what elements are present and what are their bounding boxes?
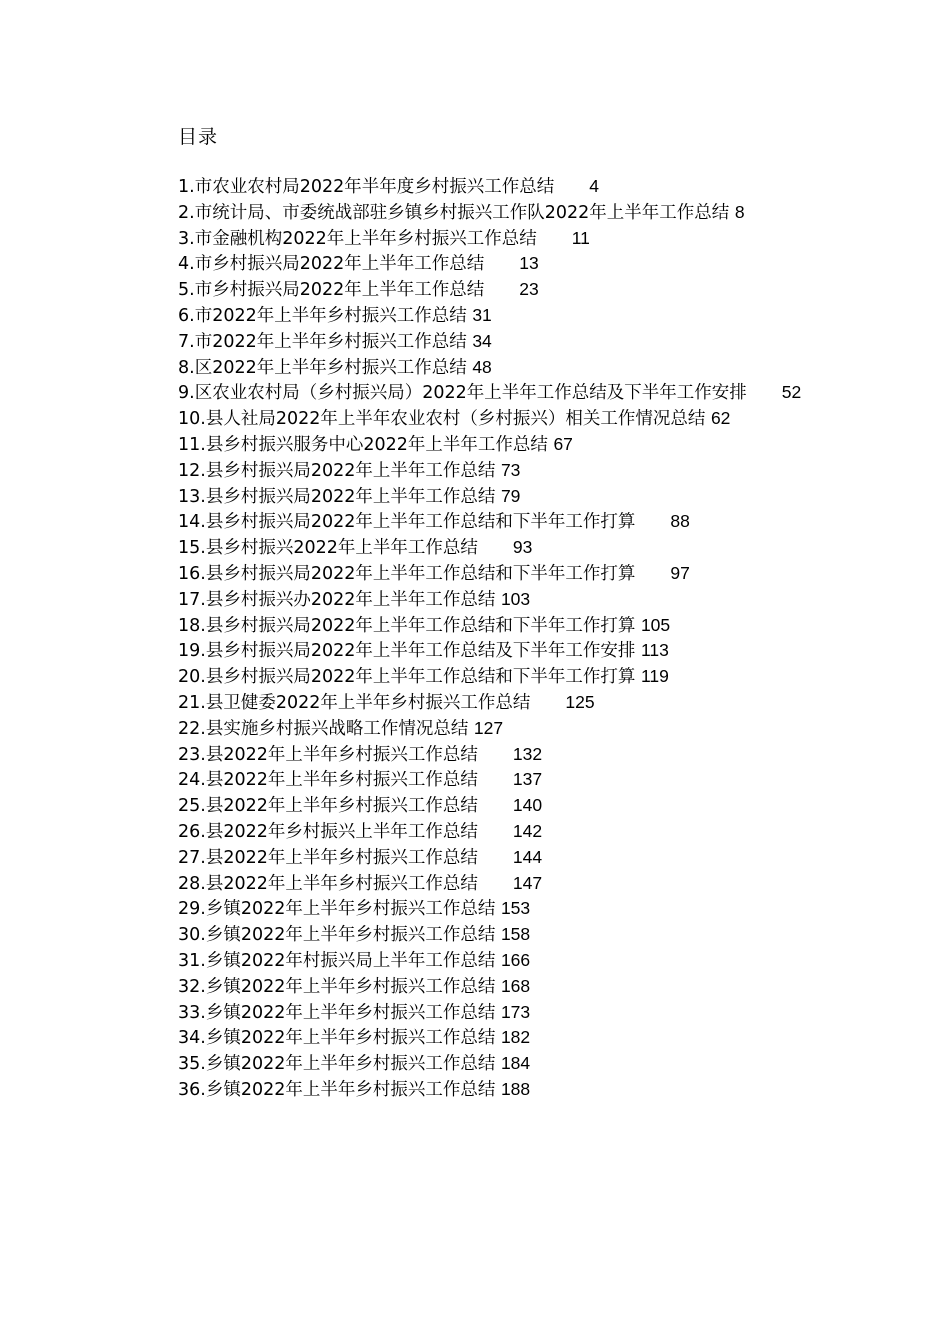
toc-entry[interactable] — [144, 587, 808, 613]
toc-entry-title: 9.区农业农村局（乡村振兴局）2022年上半年工作总结及下半年工作安排 — [178, 383, 747, 404]
toc-entry-title: 19.县乡村振兴局2022年上半年工作总结及下半年工作安排 — [178, 641, 636, 662]
toc-entry-page-number: 93 — [512, 537, 533, 558]
toc-entry-title: 15.县乡村振兴2022年上半年工作总结 — [178, 538, 478, 559]
toc-entry-page-number: 127 — [473, 717, 504, 738]
toc-entry-title: 21.县卫健委2022年上半年乡村振兴工作总结 — [178, 692, 531, 713]
toc-entry-title: 23.县2022年上半年乡村振兴工作总结 — [178, 744, 478, 765]
toc-entry[interactable] — [144, 690, 808, 716]
toc-entry-title: 26.县2022年乡村振兴上半年工作总结 — [178, 821, 478, 842]
toc-entry[interactable] — [144, 432, 808, 458]
toc-entry[interactable] — [144, 948, 808, 974]
toc-entry-page-number: 144 — [512, 846, 543, 867]
toc-entry-title: 20.县乡村振兴局2022年上半年工作总结和下半年工作打算 — [178, 667, 636, 688]
toc-entry-separator — [478, 848, 513, 868]
toc-entry-title: 8.区2022年上半年乡村振兴工作总结 — [178, 357, 467, 378]
toc-entry-page-number: 34 — [472, 330, 492, 351]
toc-entry-title: 17.县乡村振兴办2022年上半年工作总结 — [178, 589, 496, 610]
toc-entry-page-number: 4 — [589, 176, 599, 196]
toc-entry-page-number: 142 — [512, 820, 543, 841]
toc-entry-separator — [537, 229, 572, 249]
toc-entry-title: 36.乡镇2022年上半年乡村振兴工作总结 — [178, 1079, 496, 1100]
toc-entry-page-number: 31 — [472, 304, 492, 325]
toc-entry-title: 18.县乡村振兴局2022年上半年工作总结和下半年工作打算 — [178, 615, 636, 636]
toc-entry-title: 22.县实施乡村振兴战略工作情况总结 — [178, 718, 469, 739]
toc-entry-separator — [484, 280, 519, 300]
toc-entry-separator — [747, 383, 782, 403]
toc-entry-title: 30.乡镇2022年上半年乡村振兴工作总结 — [178, 925, 496, 946]
toc-entry-page-number: 88 — [670, 511, 690, 532]
toc-entry-separator — [478, 770, 513, 790]
toc-entry-title: 32.乡镇2022年上半年乡村振兴工作总结 — [178, 976, 496, 997]
toc-entry-page-number: 188 — [500, 1078, 531, 1099]
toc-entry[interactable] — [144, 329, 808, 355]
toc-entry[interactable] — [144, 484, 808, 510]
toc-entry-separator — [635, 512, 670, 532]
toc-entry-title: 3.市金融机构2022年上半年乡村振兴工作总结 — [178, 228, 537, 249]
toc-list — [144, 174, 808, 1103]
toc-entry-separator — [554, 177, 589, 197]
toc-entry-page-number: 140 — [512, 795, 543, 816]
toc-entry[interactable] — [144, 922, 808, 948]
toc-entry-separator — [478, 874, 513, 894]
toc-entry-title: 1.市农业农村局2022年半年度乡村振兴工作总结 — [178, 177, 555, 197]
toc-entry[interactable] — [144, 535, 808, 561]
toc-entry[interactable] — [144, 406, 808, 432]
toc-entry[interactable] — [144, 1051, 808, 1077]
toc-entry-page-number: 168 — [500, 975, 531, 996]
toc-entry[interactable] — [144, 1077, 808, 1103]
toc-entry-title: 4.市乡村振兴局2022年上半年工作总结 — [178, 254, 485, 275]
toc-entry[interactable] — [144, 819, 808, 845]
toc-entry[interactable] — [144, 200, 808, 226]
toc-entry[interactable] — [144, 1000, 808, 1026]
toc-entry-separator — [530, 693, 565, 713]
toc-entry-title: 24.县2022年上半年乡村振兴工作总结 — [178, 770, 478, 791]
toc-entry-title: 16.县乡村振兴局2022年上半年工作总结和下半年工作打算 — [178, 563, 636, 584]
toc-entry[interactable] — [144, 303, 808, 329]
toc-entry-separator — [478, 538, 513, 558]
toc-entry-page-number: 137 — [512, 769, 543, 790]
toc-entry-separator — [484, 254, 519, 274]
toc-entry[interactable] — [144, 174, 808, 200]
toc-entry[interactable] — [144, 509, 808, 535]
toc-entry[interactable] — [144, 793, 808, 819]
toc-entry-title: 7.市2022年上半年乡村振兴工作总结 — [178, 331, 467, 352]
toc-entry-separator — [478, 745, 513, 765]
toc-entry-page-number: 8 — [734, 201, 745, 222]
toc-entry-page-number: 62 — [710, 408, 731, 429]
toc-entry[interactable] — [144, 871, 808, 897]
toc-entry-page-number: 166 — [500, 949, 531, 970]
toc-entry-page-number: 153 — [500, 898, 531, 919]
toc-entry-page-number: 173 — [500, 1001, 531, 1022]
toc-entry[interactable] — [144, 974, 808, 1000]
toc-entry[interactable] — [144, 767, 808, 793]
toc-entry-page-number: 73 — [500, 459, 521, 480]
toc-entry-page-number: 23 — [519, 279, 539, 300]
toc-entry[interactable] — [144, 226, 808, 252]
toc-entry-title: 28.县2022年上半年乡村振兴工作总结 — [178, 873, 478, 894]
toc-entry-page-number: 184 — [500, 1053, 531, 1074]
toc-entry-page-number: 113 — [640, 640, 669, 661]
toc-entry[interactable] — [144, 638, 808, 664]
toc-entry-title: 14.县乡村振兴局2022年上半年工作总结和下半年工作打算 — [178, 512, 636, 533]
toc-entry[interactable] — [144, 1025, 808, 1051]
toc-entry-title: 34.乡镇2022年上半年乡村振兴工作总结 — [178, 1028, 496, 1049]
toc-entry-page-number: 147 — [512, 872, 543, 893]
toc-entry-page-number: 97 — [670, 562, 690, 583]
toc-entry[interactable] — [144, 664, 808, 690]
toc-entry[interactable] — [144, 458, 808, 484]
toc-entry-title: 29.乡镇2022年上半年乡村振兴工作总结 — [178, 899, 496, 920]
toc-entry-title: 35.乡镇2022年上半年乡村振兴工作总结 — [178, 1054, 496, 1075]
toc-entry-title: 10.县人社局2022年上半年农业农村（乡村振兴）相关工作情况总结 — [178, 409, 706, 430]
toc-entry-page-number: 182 — [500, 1027, 531, 1048]
toc-entry-page-number: 11 — [571, 227, 590, 248]
toc-entry-page-number: 105 — [640, 614, 671, 635]
toc-entry[interactable] — [144, 845, 808, 871]
toc-entry[interactable] — [144, 277, 808, 303]
toc-entry-page-number: 67 — [553, 433, 573, 454]
toc-entry-title: 6.市2022年上半年乡村振兴工作总结 — [178, 305, 467, 326]
toc-entry-title: 2.市统计局、市委统战部驻乡镇乡村振兴工作队2022年上半年工作总结 — [178, 202, 730, 223]
toc-title: 目录 — [178, 126, 219, 148]
toc-entry-page-number: 79 — [500, 485, 521, 506]
toc-entry-title: 25.县2022年上半年乡村振兴工作总结 — [178, 796, 478, 817]
toc-entry[interactable] — [144, 742, 808, 768]
toc-entry[interactable] — [144, 561, 808, 587]
toc-entry[interactable] — [144, 251, 808, 277]
toc-entry-title: 33.乡镇2022年上半年乡村振兴工作总结 — [178, 1002, 496, 1023]
toc-entry[interactable] — [144, 355, 808, 381]
toc-entry-separator — [635, 564, 670, 584]
toc-entry-title: 12.县乡村振兴局2022年上半年工作总结 — [178, 460, 496, 481]
toc-entry[interactable] — [144, 896, 808, 922]
toc-entry-title: 11.县乡村振兴服务中心2022年上半年工作总结 — [178, 434, 548, 455]
toc-entry-page-number: 52 — [781, 382, 802, 403]
toc-entry-page-number: 103 — [500, 588, 531, 609]
toc-entry-title: 27.县2022年上半年乡村振兴工作总结 — [178, 847, 478, 868]
toc-entry[interactable] — [144, 380, 808, 406]
toc-entry-separator — [478, 822, 513, 842]
toc-entry-title: 31.乡镇2022年村振兴局上半年工作总结 — [178, 950, 496, 971]
toc-entry-title: 13.县乡村振兴局2022年上半年工作总结 — [178, 486, 496, 507]
toc-entry-page-number: 132 — [512, 743, 543, 764]
toc-entry-page-number: 48 — [472, 356, 492, 377]
toc-entry[interactable] — [144, 716, 808, 742]
toc-entry-separator — [478, 796, 513, 816]
toc-entry-page-number: 158 — [500, 924, 531, 945]
toc-entry[interactable] — [144, 613, 808, 639]
toc-entry-title: 5.市乡村振兴局2022年上半年工作总结 — [178, 280, 485, 301]
toc-entry-page-number: 125 — [565, 691, 595, 712]
toc-entry-page-number: 119 — [640, 666, 669, 687]
toc-entry-page-number: 13 — [519, 253, 539, 274]
